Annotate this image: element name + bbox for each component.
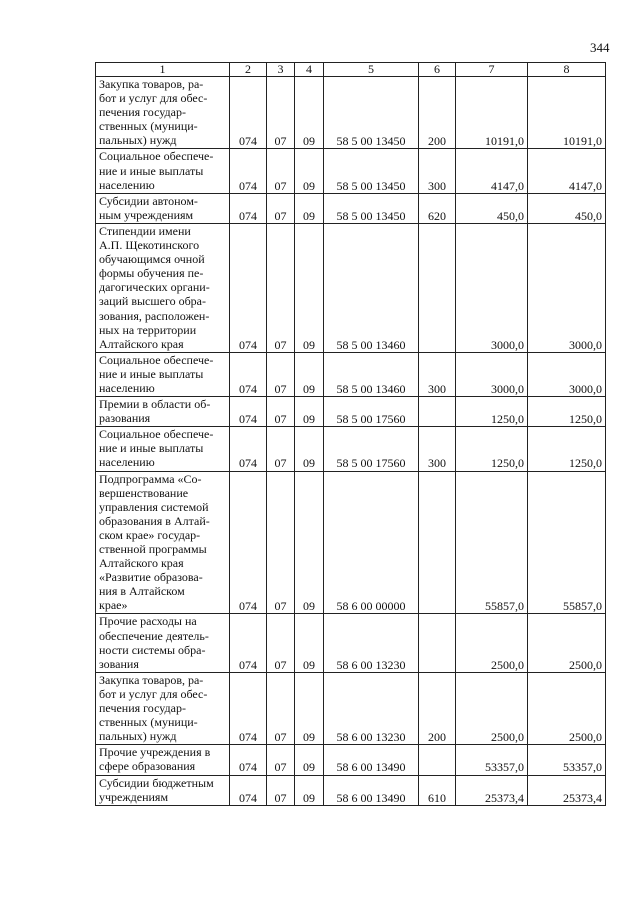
subsection-code: 09 bbox=[295, 775, 324, 805]
row-name-line: ственной программы bbox=[99, 542, 207, 556]
expense-type-code bbox=[419, 745, 456, 775]
row-name-line: заций высшего обра- bbox=[99, 294, 207, 309]
row-name-line: Прочие учреждения в bbox=[99, 745, 211, 760]
subsection-code: 09 bbox=[295, 149, 324, 193]
amount-col7: 450,0 bbox=[456, 193, 528, 223]
amount-col7: 53357,0 bbox=[456, 745, 528, 775]
row-name bbox=[96, 672, 230, 744]
subsection-code: 09 bbox=[295, 471, 324, 614]
subsection-code: 09 bbox=[295, 77, 324, 149]
row-name-line: населению bbox=[99, 177, 155, 192]
row-name-line: бот и услуг для обес- bbox=[99, 686, 208, 701]
amount-col8: 55857,0 bbox=[528, 471, 606, 614]
budget-admin-code: 074 bbox=[230, 745, 267, 775]
amount-col8: 25373,4 bbox=[528, 775, 606, 805]
row-name-line: обучающимся очной bbox=[99, 252, 205, 267]
row-name-line: управления системой bbox=[99, 499, 209, 514]
column-number: 5 bbox=[324, 63, 419, 77]
row-name-line: формы обучения пе- bbox=[99, 266, 204, 281]
amount-col8: 3000,0 bbox=[528, 223, 606, 352]
expense-type-code: 610 bbox=[419, 775, 456, 805]
row-name-line: ском крае» государ- bbox=[99, 527, 201, 542]
target-article-code: 58 5 00 17560 bbox=[324, 397, 419, 427]
row-name-line: Алтайского края bbox=[99, 556, 184, 571]
expense-type-code bbox=[419, 223, 456, 352]
row-name bbox=[96, 193, 230, 223]
subsection-code: 09 bbox=[295, 614, 324, 672]
row-name-line: разования bbox=[99, 411, 151, 426]
target-article-code: 58 6 00 13490 bbox=[324, 775, 419, 805]
table-row bbox=[96, 745, 606, 775]
budget-admin-code: 074 bbox=[230, 614, 267, 672]
expense-type-code: 300 bbox=[419, 427, 456, 471]
expense-type-code: 300 bbox=[419, 149, 456, 193]
budget-admin-code: 074 bbox=[230, 77, 267, 149]
row-name-line: Социальное обеспече- bbox=[99, 352, 214, 367]
amount-col7: 2500,0 bbox=[456, 614, 528, 672]
row-name-line: «Развитие образова- bbox=[99, 570, 203, 585]
column-number-row bbox=[96, 63, 606, 77]
row-name bbox=[96, 614, 230, 672]
amount-col8: 53357,0 bbox=[528, 745, 606, 775]
row-name-line: Субсидии бюджетным bbox=[99, 775, 214, 790]
row-name-line: населению bbox=[99, 455, 155, 470]
row-name bbox=[96, 745, 230, 775]
section-code: 07 bbox=[267, 193, 295, 223]
amount-col8: 2500,0 bbox=[528, 614, 606, 672]
section-code: 07 bbox=[267, 397, 295, 427]
section-code: 07 bbox=[267, 352, 295, 396]
target-article-code: 58 5 00 13450 bbox=[324, 193, 419, 223]
row-name-line: Закупка товаров, ра- bbox=[99, 672, 204, 687]
budget-admin-code: 074 bbox=[230, 193, 267, 223]
subsection-code: 09 bbox=[295, 427, 324, 471]
row-name-line: ственных (муници- bbox=[99, 119, 198, 134]
amount-col7: 3000,0 bbox=[456, 352, 528, 396]
amount-col8: 450,0 bbox=[528, 193, 606, 223]
amount-col7: 10191,0 bbox=[456, 77, 528, 149]
column-number: 7 bbox=[456, 63, 528, 77]
subsection-code: 09 bbox=[295, 352, 324, 396]
section-code: 07 bbox=[267, 745, 295, 775]
row-name-line: Социальное обеспече- bbox=[99, 149, 214, 164]
subsection-code: 09 bbox=[295, 223, 324, 352]
row-name-line: ние и иные выплаты bbox=[99, 163, 204, 178]
amount-col7: 2500,0 bbox=[456, 672, 528, 744]
table-row bbox=[96, 614, 606, 672]
section-code: 07 bbox=[267, 427, 295, 471]
row-name bbox=[96, 397, 230, 427]
target-article-code: 58 5 00 13450 bbox=[324, 77, 419, 149]
row-name-line: образования в Алтай- bbox=[99, 513, 210, 528]
row-name bbox=[96, 427, 230, 471]
target-article-code: 58 6 00 13490 bbox=[324, 745, 419, 775]
subsection-code: 09 bbox=[295, 193, 324, 223]
table-row bbox=[96, 223, 606, 352]
column-number: 2 bbox=[230, 63, 267, 77]
budget-table bbox=[95, 62, 606, 806]
row-name-line: вершенствование bbox=[99, 485, 189, 500]
expense-type-code: 300 bbox=[419, 352, 456, 396]
target-article-code: 58 5 00 17560 bbox=[324, 427, 419, 471]
row-name-line: ственных (муници- bbox=[99, 715, 198, 730]
amount-col7: 1250,0 bbox=[456, 427, 528, 471]
section-code: 07 bbox=[267, 775, 295, 805]
table-row bbox=[96, 193, 606, 223]
expense-type-code bbox=[419, 471, 456, 614]
table-row bbox=[96, 427, 606, 471]
section-code: 07 bbox=[267, 471, 295, 614]
row-name-line: крае» bbox=[99, 598, 128, 613]
amount-col8: 10191,0 bbox=[528, 77, 606, 149]
expense-type-code bbox=[419, 397, 456, 427]
row-name bbox=[96, 775, 230, 805]
section-code: 07 bbox=[267, 223, 295, 352]
row-name-line: Закупка товаров, ра- bbox=[99, 77, 204, 91]
row-name-line: Премии в области об- bbox=[99, 397, 211, 412]
amount-col7: 55857,0 bbox=[456, 471, 528, 614]
row-name-line: Стипендии имени bbox=[99, 223, 191, 238]
row-name-line: ния в Алтайском bbox=[99, 584, 185, 599]
row-name-line: сфере образования bbox=[99, 759, 196, 774]
amount-col7: 3000,0 bbox=[456, 223, 528, 352]
row-name bbox=[96, 77, 230, 149]
subsection-code: 09 bbox=[295, 672, 324, 744]
amount-col8: 1250,0 bbox=[528, 427, 606, 471]
column-number: 8 bbox=[528, 63, 606, 77]
target-article-code: 58 6 00 13230 bbox=[324, 672, 419, 744]
column-number: 4 bbox=[295, 63, 324, 77]
amount-col8: 1250,0 bbox=[528, 397, 606, 427]
row-name-line: ным учреждениям bbox=[99, 207, 194, 222]
table-row bbox=[96, 397, 606, 427]
row-name-line: ных на территории bbox=[99, 322, 197, 337]
row-name-line: бот и услуг для обес- bbox=[99, 91, 208, 106]
row-name-line: печения государ- bbox=[99, 701, 186, 716]
expense-type-code bbox=[419, 614, 456, 672]
section-code: 07 bbox=[267, 672, 295, 744]
target-article-code: 58 5 00 13460 bbox=[324, 352, 419, 396]
row-name-line: печения государ- bbox=[99, 105, 186, 120]
table-row bbox=[96, 471, 606, 614]
expense-type-code: 620 bbox=[419, 193, 456, 223]
row-name bbox=[96, 223, 230, 352]
amount-col8: 2500,0 bbox=[528, 672, 606, 744]
table-row bbox=[96, 775, 606, 805]
table-row bbox=[96, 352, 606, 396]
row-name-line: зования bbox=[99, 656, 139, 671]
row-name-line: ние и иные выплаты bbox=[99, 441, 204, 456]
amount-col7: 1250,0 bbox=[456, 397, 528, 427]
target-article-code: 58 6 00 13230 bbox=[324, 614, 419, 672]
row-name-line: населению bbox=[99, 380, 155, 395]
row-name-line: ности системы обра- bbox=[99, 642, 206, 657]
row-name-line: зования, расположен- bbox=[99, 308, 210, 323]
section-code: 07 bbox=[267, 77, 295, 149]
amount-col8: 3000,0 bbox=[528, 352, 606, 396]
row-name bbox=[96, 471, 230, 614]
expense-type-code: 200 bbox=[419, 672, 456, 744]
row-name-line: пальных) нужд bbox=[99, 133, 177, 148]
budget-admin-code: 074 bbox=[230, 149, 267, 193]
row-name-line: Субсидии автоном- bbox=[99, 193, 198, 208]
row-name-line: Подпрограмма «Со- bbox=[99, 471, 202, 486]
budget-admin-code: 074 bbox=[230, 397, 267, 427]
budget-admin-code: 074 bbox=[230, 471, 267, 614]
target-article-code: 58 6 00 00000 bbox=[324, 471, 419, 614]
budget-admin-code: 074 bbox=[230, 427, 267, 471]
row-name-line: учреждениям bbox=[99, 789, 169, 804]
section-code: 07 bbox=[267, 149, 295, 193]
expense-type-code: 200 bbox=[419, 77, 456, 149]
row-name-line: Социальное обеспече- bbox=[99, 427, 214, 442]
row-name bbox=[96, 352, 230, 396]
row-name-line: дагогических органи- bbox=[99, 280, 210, 295]
column-number: 3 bbox=[267, 63, 295, 77]
column-number: 1 bbox=[96, 63, 230, 77]
section-code: 07 bbox=[267, 614, 295, 672]
amount-col8: 4147,0 bbox=[528, 149, 606, 193]
page-number: 344 bbox=[590, 40, 610, 55]
column-number: 6 bbox=[419, 63, 456, 77]
amount-col7: 25373,4 bbox=[456, 775, 528, 805]
table-row bbox=[96, 672, 606, 744]
subsection-code: 09 bbox=[295, 745, 324, 775]
budget-admin-code: 074 bbox=[230, 775, 267, 805]
row-name-line: Алтайского края bbox=[99, 336, 184, 351]
row-name-line: Прочие расходы на bbox=[99, 614, 197, 629]
budget-admin-code: 074 bbox=[230, 672, 267, 744]
target-article-code: 58 5 00 13460 bbox=[324, 223, 419, 352]
table-row bbox=[96, 77, 606, 149]
budget-admin-code: 074 bbox=[230, 352, 267, 396]
row-name-line: пальных) нужд bbox=[99, 729, 177, 744]
row-name-line: ние и иные выплаты bbox=[99, 366, 204, 381]
subsection-code: 09 bbox=[295, 397, 324, 427]
row-name-line: обеспечение деятель- bbox=[99, 628, 209, 643]
target-article-code: 58 5 00 13450 bbox=[324, 149, 419, 193]
row-name-line: А.П. Щекотинского bbox=[99, 238, 200, 253]
table-row bbox=[96, 149, 606, 193]
row-name bbox=[96, 149, 230, 193]
amount-col7: 4147,0 bbox=[456, 149, 528, 193]
budget-admin-code: 074 bbox=[230, 223, 267, 352]
